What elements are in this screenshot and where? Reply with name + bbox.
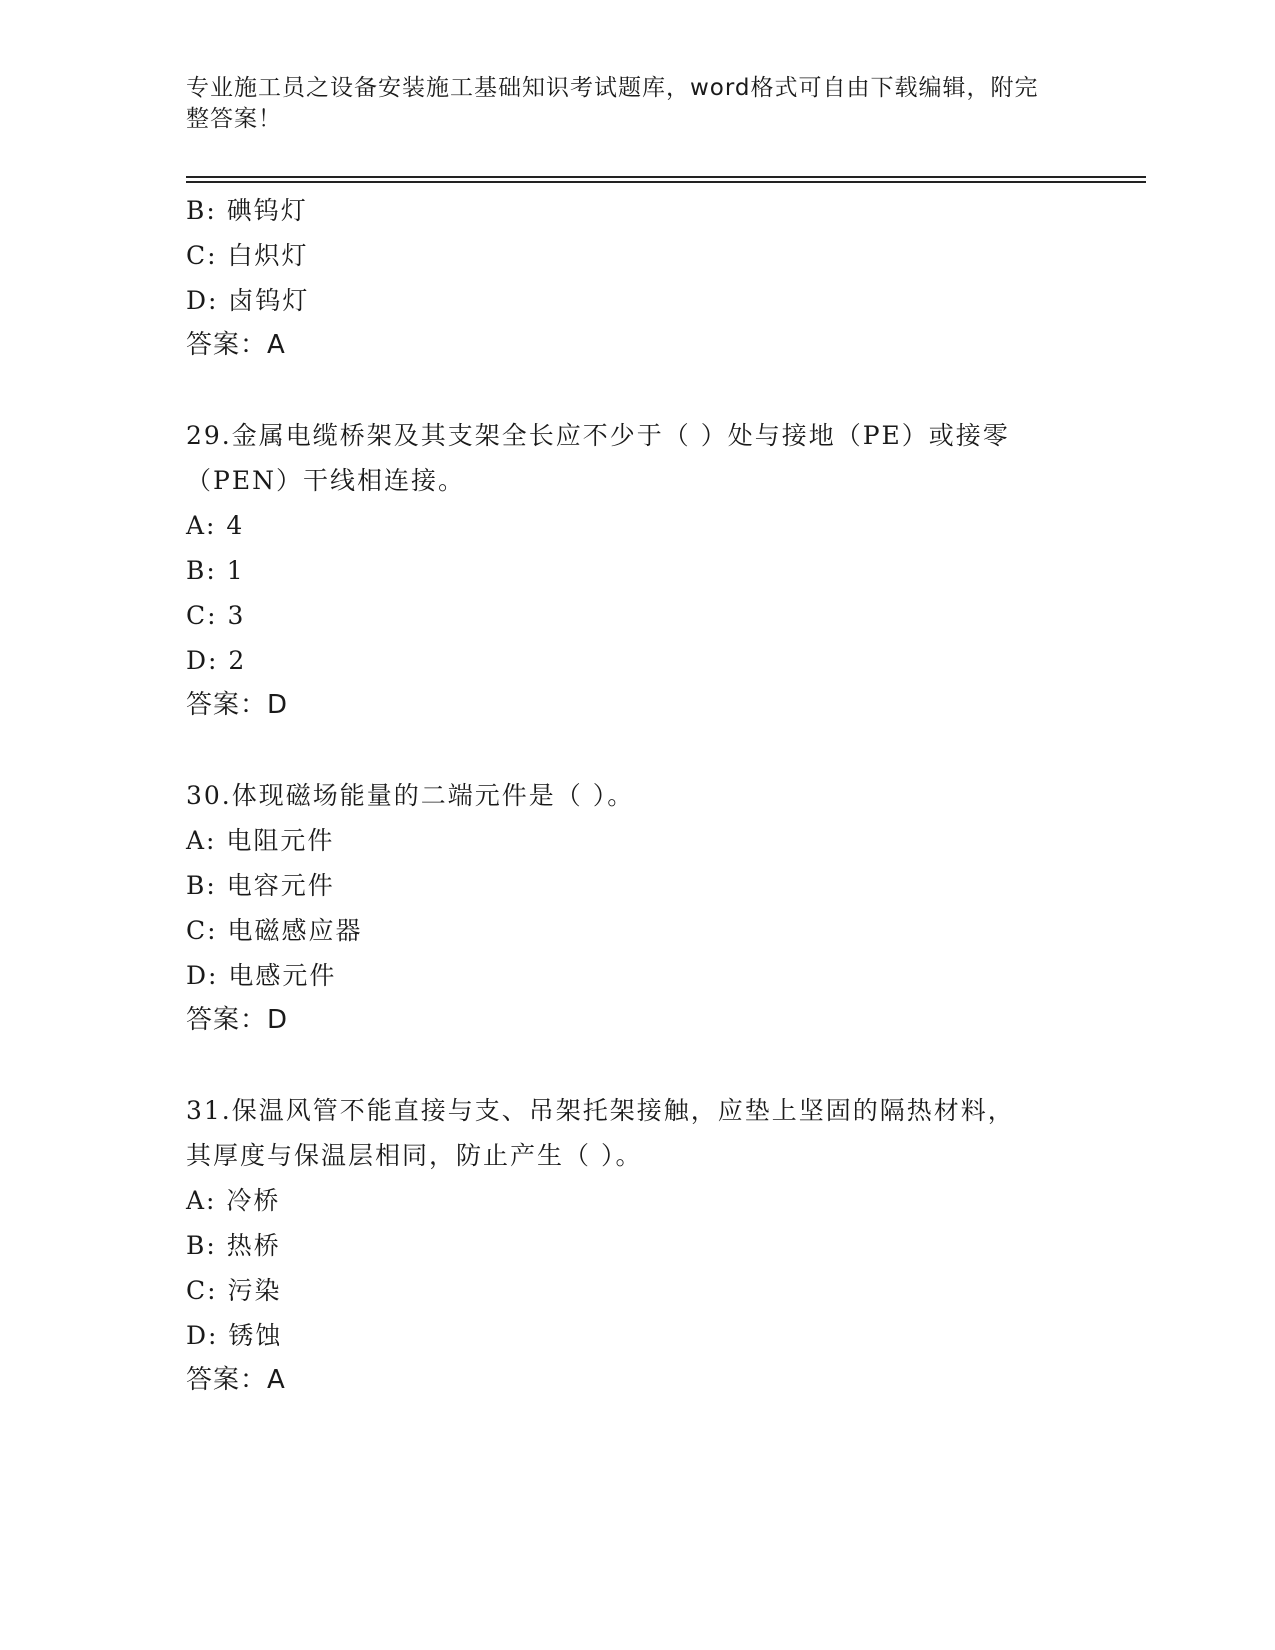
- question-text-line1: 31.保温风管不能直接与支、吊架托架接触，应垫上坚固的隔热材料，: [186, 1096, 1015, 1125]
- spacer: [186, 728, 1146, 773]
- document-page: [186, 0, 1146, 1650]
- question-31: [186, 1088, 1146, 1403]
- question-30: [186, 773, 1146, 1043]
- answer-line: 答案：A: [186, 330, 286, 360]
- question-28-tail: [186, 188, 1146, 368]
- spacer: [186, 368, 1146, 413]
- option-d: D: 卤钨灯: [186, 286, 310, 315]
- header-divider-bottom: [186, 181, 1146, 183]
- option-d: D: 2: [186, 646, 247, 675]
- option-b: B: 碘钨灯: [186, 196, 308, 225]
- option-c: C: 白炽灯: [186, 241, 309, 270]
- question-text-line2: （PEN）干线相连接。: [186, 466, 465, 495]
- header-divider-top: [186, 176, 1146, 178]
- option-d: D: 电感元件: [186, 961, 337, 990]
- answer-line: 答案：D: [186, 690, 289, 720]
- option-b: B: 电容元件: [186, 871, 335, 900]
- header-title-line1: 专业施工员之设备安装施工基础知识考试题库，word格式可自由下载编辑，附完: [186, 75, 1039, 101]
- question-29: [186, 413, 1146, 728]
- option-a: A: 冷桥: [186, 1186, 281, 1215]
- header-title-line2: 整答案！: [186, 106, 282, 132]
- option-c: C: 污染: [186, 1276, 282, 1305]
- option-a: A: 4: [186, 511, 245, 540]
- question-text-line1: 29.金属电缆桥架及其支架全长应不少于（ ）处与接地（PE）或接零: [186, 421, 1010, 450]
- answer-line: 答案：A: [186, 1365, 286, 1395]
- option-c: C: 3: [186, 601, 246, 630]
- document-content: [186, 188, 1146, 1403]
- option-b: B: 热桥: [186, 1231, 281, 1260]
- option-a: A: 电阻元件: [186, 826, 335, 855]
- option-c: C: 电磁感应器: [186, 916, 363, 945]
- question-text-line1: 30.体现磁场能量的二端元件是（ ）。: [186, 781, 635, 810]
- question-text-line2: 其厚度与保温层相同，防止产生（ ）。: [186, 1141, 643, 1170]
- option-d: D: 锈蚀: [186, 1321, 283, 1350]
- spacer: [186, 1043, 1146, 1088]
- option-b: B: 1: [186, 556, 245, 585]
- document-header: [186, 73, 1066, 135]
- answer-line: 答案：D: [186, 1005, 289, 1035]
